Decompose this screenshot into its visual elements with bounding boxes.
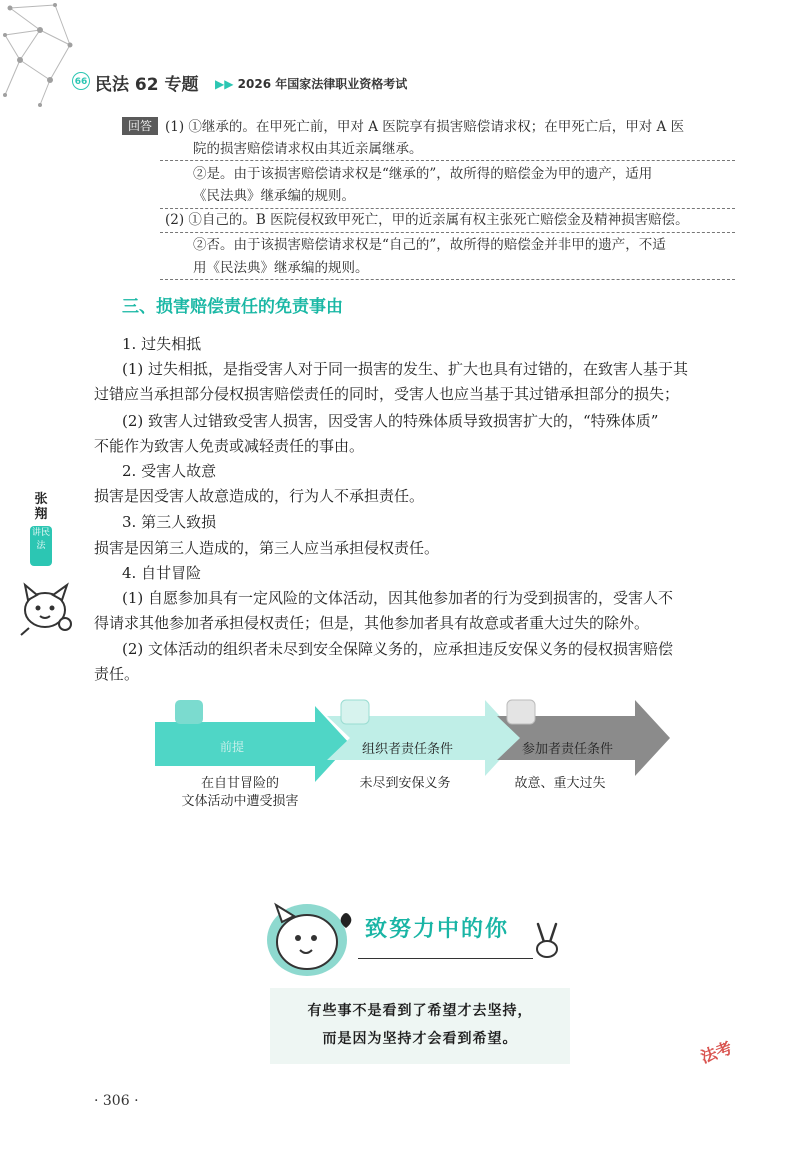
paragraph-line: (2) 致害人过错致受害人损害，因受害人的特殊体质导致损害扩大的，“特殊体质” <box>122 412 659 430</box>
stage-caption-2: 未尽到安保义务 <box>359 776 451 791</box>
section-heading: 三、损害赔偿责任的免责事由 <box>122 297 343 317</box>
stage-label-1: 前提 <box>220 740 245 754</box>
subtitle-text: 2026 年国家法律职业资格考试 <box>237 77 408 91</box>
paragraph-line: 损害是因第三人造成的，第三人应当承担侵权责任。 <box>94 539 440 557</box>
book-title: 民法 62 专题 <box>95 75 199 95</box>
paragraph-line: 不能作为致害人免责或减轻责任的事由。 <box>94 437 365 455</box>
subheading: 1. 过失相抵 <box>122 335 202 353</box>
answer-line: 院的损害赔偿请求权由其近亲属继承。 <box>193 141 423 157</box>
paragraph-line: 责任。 <box>94 665 140 683</box>
paragraph-line: (2) 文体活动的组织者未尽到安全保障义务的，应承担违反安保义务的侵权损害赔偿 <box>122 640 674 658</box>
arrow-icon: ▶▶ <box>215 77 234 91</box>
subheading: 4. 自甘冒险 <box>122 564 202 582</box>
paragraph-line: (1) 过失相抵，是指受害人对于同一损害的发生、扩大也具有过错的，在致害人基于其 <box>122 360 689 378</box>
subheading: 2. 受害人故意 <box>122 462 217 480</box>
paragraph-line: (1) 自愿参加具有一定风险的文体活动，因其他参加者的行为受到损害的，受害人不 <box>122 589 674 607</box>
stage-1-icon <box>175 700 203 724</box>
stage-caption-3: 故意、重大过失 <box>514 776 606 791</box>
motto-underline <box>358 958 533 959</box>
answer-label: 回答 <box>122 117 158 135</box>
stage-2-icon <box>341 700 369 724</box>
motto-line-2: 而是因为坚持才会看到希望。 <box>322 1031 518 1047</box>
motto-title: 致努力中的你 <box>365 917 510 942</box>
author-tag: 讲民法 <box>30 526 52 566</box>
page-number: · 306 · <box>94 1093 139 1109</box>
victory-hand-icon <box>530 920 566 960</box>
stage-caption-1: 在自甘冒险的 文体活动中遭受损害 <box>181 776 299 809</box>
network-decoration-icon <box>0 0 90 110</box>
paragraph-line: 过错应当承担部分侵权损害赔偿责任的同时，受害人也应当基于其过错承担部分的损失； <box>94 385 680 403</box>
dotted-divider <box>160 232 735 233</box>
answer-line: ②否。由于该损害赔偿请求权是“自己的”，故所得的赔偿金并非甲的遗产，不适 <box>193 237 666 253</box>
answer-line: 《民法典》继承编的规则。 <box>193 188 355 204</box>
cat-mascot-icon <box>15 580 75 640</box>
motto-line-1: 有些事不是看到了希望才去坚持， <box>307 1003 533 1019</box>
dotted-divider <box>160 279 735 280</box>
answer-line: (2) ①自己的。B 医院侵权致甲死亡，甲的近亲属有权主张死亡赔偿金及精神损害赔偿。 <box>165 212 689 228</box>
answer-line: (1) ①继承的。在甲死亡前，甲对 A 医院享有损害赔偿请求权；在甲死亡后，甲对 A 医 <box>165 119 685 135</box>
paragraph-line: 得请求其他参加者承担侵权责任；但是，其他参加者具有故意或者重大过失的除外。 <box>94 614 650 632</box>
stage-label-3: 参加者责任条件 <box>522 742 614 757</box>
answer-line: 用《民法典》继承编的规则。 <box>193 260 369 276</box>
dotted-divider <box>160 160 735 161</box>
mascot-cheer-icon <box>262 890 357 980</box>
paragraph-line: 损害是因受害人故意造成的，行为人不承担责任。 <box>94 487 425 505</box>
flow-diagram <box>155 692 675 782</box>
subheading: 3. 第三人致损 <box>122 513 217 531</box>
answer-line: ②是。由于该损害赔偿请求权是“继承的”，故所得的赔偿金为甲的遗产，适用 <box>193 166 653 182</box>
stage-3-icon <box>507 700 535 724</box>
stamp-mark: 法考 <box>698 1038 735 1067</box>
stage-label-2: 组织者责任条件 <box>362 742 454 757</box>
book-subtitle <box>215 75 407 92</box>
author-name: 张翔 <box>34 492 48 522</box>
chapter-badge: 66 <box>72 72 90 90</box>
